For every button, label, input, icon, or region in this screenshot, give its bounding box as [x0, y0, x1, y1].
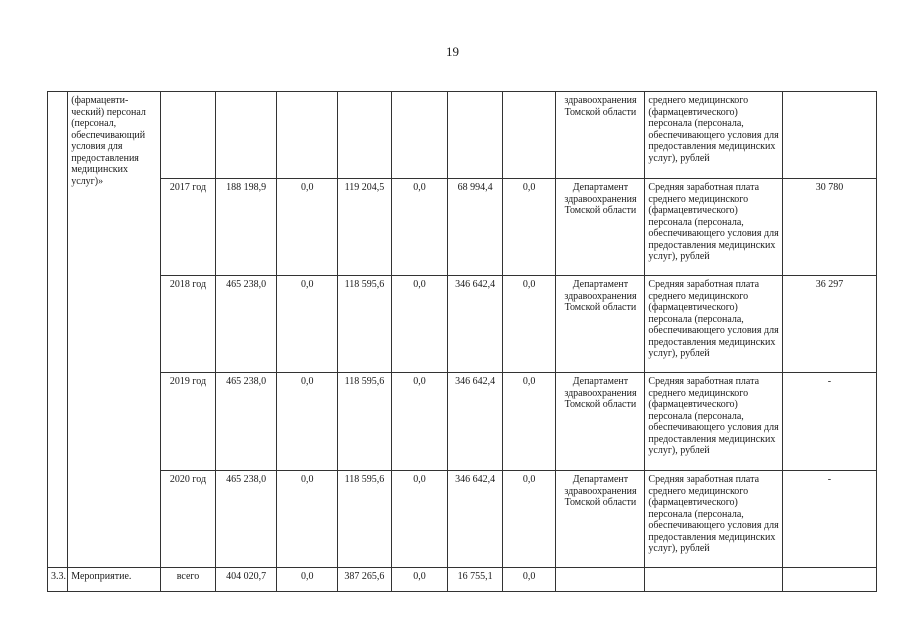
cell-name: Мероприятие.	[68, 568, 161, 592]
table-row	[48, 179, 877, 276]
cell-c1: 0,0	[277, 276, 338, 373]
page-number: 19	[446, 44, 459, 59]
cell-total: 188 198,9	[215, 179, 277, 276]
cell-total: 465 238,0	[215, 373, 277, 471]
cell-indicator: Средняя заработная плата среднего медицинского (фармацевтического) персонала (персонала, обеспечивающего условия для предоставления медицинских услуг), рублей	[645, 373, 782, 471]
cell-total: 465 238,0	[215, 276, 277, 373]
cell-c4: 346 642,4	[448, 471, 503, 568]
cell-num: 3.3.	[48, 568, 68, 592]
cell-value: 30 780	[782, 179, 876, 276]
cell-indicator: Средняя заработная плата среднего медицинского (фармацевтического) персонала (персонала, обеспечивающего условия для предоставления медицинских услуг), рублей	[645, 179, 782, 276]
cell-c3: 0,0	[391, 179, 448, 276]
cell-c1: 0,0	[277, 568, 338, 592]
cell-executor: Департамент здравоохранения Томской области	[556, 373, 645, 471]
cell-c4: 346 642,4	[448, 373, 503, 471]
cell-c2: 118 595,6	[338, 276, 392, 373]
cell-executor: Департамент здравоохранения Томской области	[556, 179, 645, 276]
table-row	[48, 373, 877, 471]
cell-c2: 118 595,6	[338, 373, 392, 471]
cell-c2: 119 204,5	[338, 179, 392, 276]
cell-period: 2020 год	[161, 471, 216, 568]
cell-value: -	[782, 471, 876, 568]
cell-c4: 68 994,4	[448, 179, 503, 276]
cell-c5: 0,0	[502, 179, 556, 276]
cell-indicator: Средняя заработная плата среднего медицинского (фармацевтического) персонала (персонала, обеспечивающего условия для предоставления медицинских услуг), рублей	[645, 471, 782, 568]
cell-c1: 0,0	[277, 179, 338, 276]
cell-executor: здравоохранения Томской области	[556, 92, 645, 179]
cell-total: 404 020,7	[215, 568, 277, 592]
cell-period: 2019 год	[161, 373, 216, 471]
cell-c5: 0,0	[502, 568, 556, 592]
cell-c2: 118 595,6	[338, 471, 392, 568]
table-row	[48, 471, 877, 568]
cell-c1: 0,0	[277, 471, 338, 568]
cell-num	[48, 92, 68, 568]
cell-name: (фармацевти-ческий) персонал (персонал, обеспечивающий условия для предоставления медицинских услуг)»	[68, 92, 161, 568]
cell-c3: 0,0	[391, 471, 448, 568]
cell-total: 465 238,0	[215, 471, 277, 568]
cell-value: -	[782, 373, 876, 471]
cell-period: 2018 год	[161, 276, 216, 373]
cell-c4: 346 642,4	[448, 276, 503, 373]
table-row	[48, 276, 877, 373]
cell-c5: 0,0	[502, 373, 556, 471]
cell-value: 36 297	[782, 276, 876, 373]
cell-c3: 0,0	[391, 568, 448, 592]
cell-c3: 0,0	[391, 276, 448, 373]
cell-c5: 0,0	[502, 471, 556, 568]
cell-c3: 0,0	[391, 373, 448, 471]
cell-indicator: Средняя заработная плата среднего медицинского (фармацевтического) персонала (персонала, обеспечивающего условия для предоставления медицинских услуг), рублей	[645, 276, 782, 373]
table-row-continuation	[48, 92, 877, 179]
program-table	[47, 91, 877, 592]
cell-c5: 0,0	[502, 276, 556, 373]
cell-executor: Департамент здравоохранения Томской области	[556, 471, 645, 568]
cell-executor: Департамент здравоохранения Томской области	[556, 276, 645, 373]
cell-period: 2017 год	[161, 179, 216, 276]
cell-c2: 387 265,6	[338, 568, 392, 592]
cell-c4: 16 755,1	[448, 568, 503, 592]
cell-period: всего	[161, 568, 216, 592]
table-row-measure	[48, 568, 877, 592]
cell-c1: 0,0	[277, 373, 338, 471]
cell-indicator: среднего медицинского (фармацевтического) персонала (персонала, обеспечивающего условия для предоставления медицинских услуг), рублей	[645, 92, 782, 179]
